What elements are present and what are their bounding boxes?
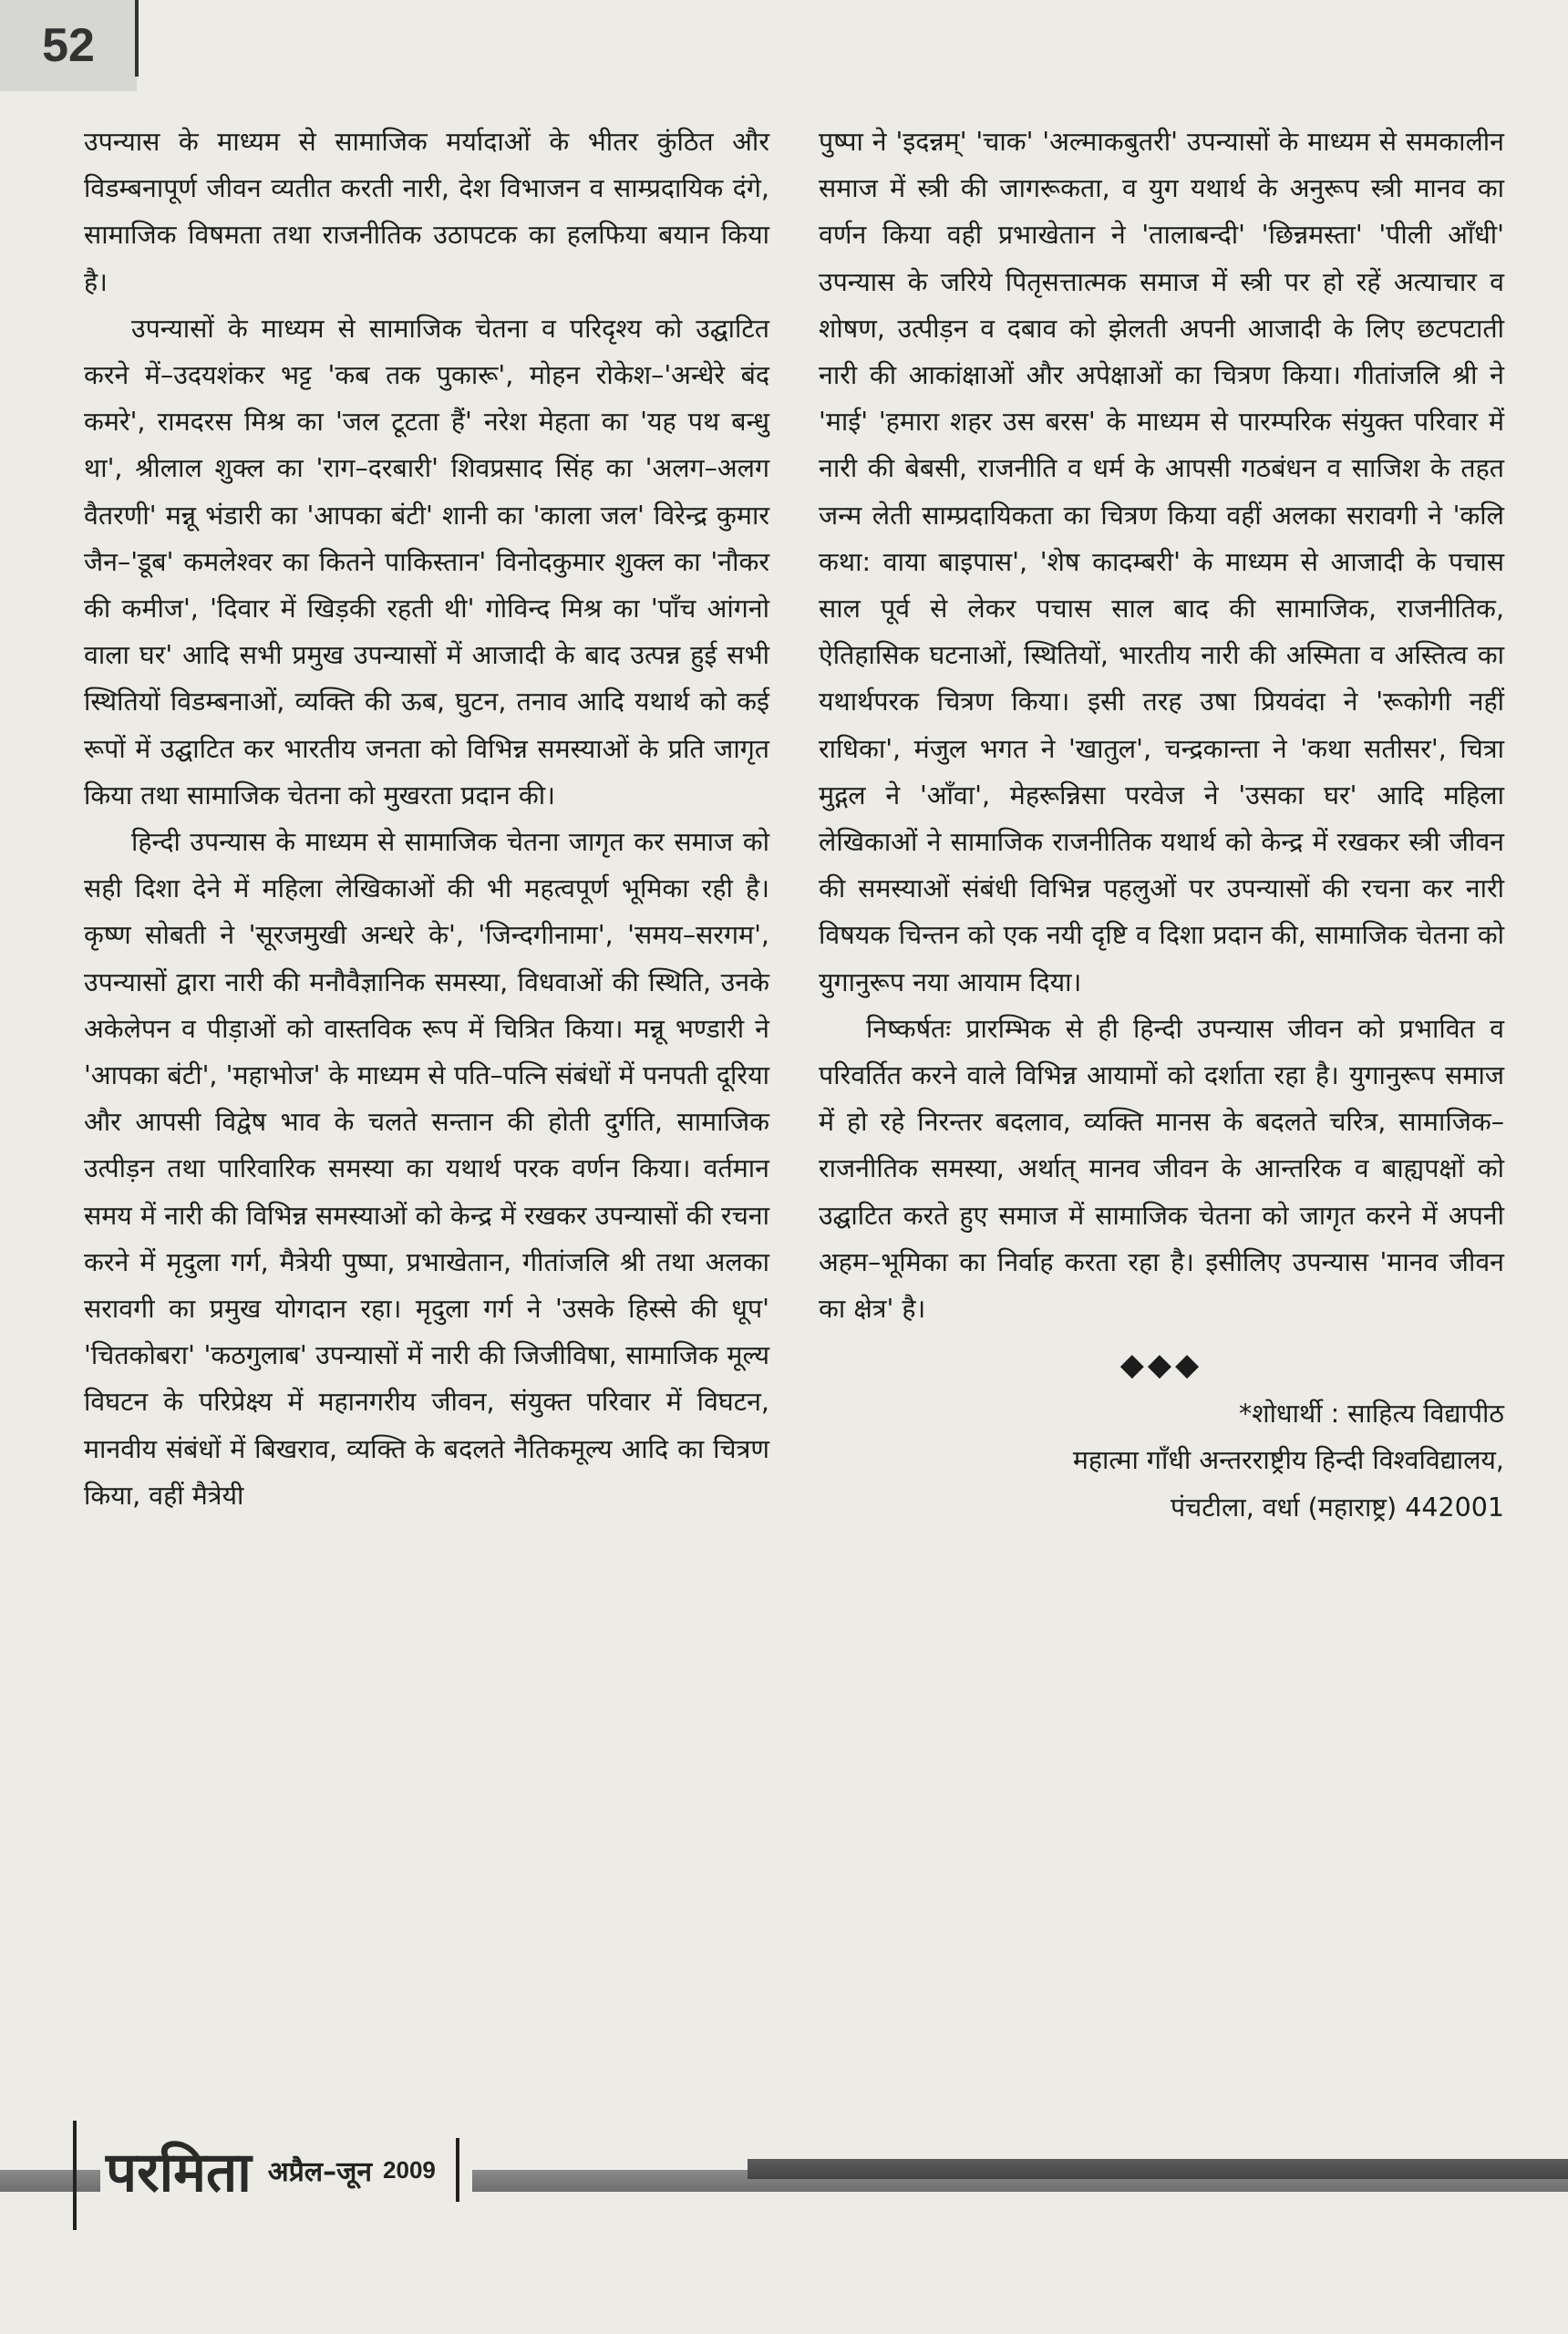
issue-year: 2009	[383, 2155, 436, 2184]
author-address: पंचटीला, वर्धा (महाराष्ट्र) 442001	[1170, 1492, 1504, 1523]
section-end-ornament	[819, 1339, 1504, 1390]
footer-bar-dark	[748, 2159, 1568, 2179]
magazine-title: परमिता	[106, 2141, 252, 2205]
left-column	[84, 119, 769, 1519]
footer-masthead	[100, 2124, 472, 2215]
paragraph: उपन्यासों के माध्यम से सामाजिक चेतना व परिदृश्य को उद्घाटित करने में–उदयशंकर भट्ट 'कब तक पुकारू', मोहन रोकेश–'अन्धेरे बंद कमरे', रामदरस मिश्र का 'जल टूटता हैं' नरेश मेहता का 'यह पथ बन्धु था', श्रीलाल शुक्ल का 'राग–दरबारी' शिवप्रसाद सिंह का 'अलग–अलग वैतरणी' मन्नू भंडारी का 'आपका बंटी' शानी का 'काला जल' विरेन्द्र कुमार जैन–'डूब' कमलेश्वर का कितने पाकिस्तान' विनोदकुमार शुक्ल का 'नौकर की कमीज', 'दिवार में खिड़की रहती थी' गोविन्द मिश्र का 'पाँच आंगनो वाला घर' आदि सभी प्रमुख उपन्यासों में आजादी के बाद उत्पन्न हुई सभी स्थितियों विडम्बनाओं, व्यक्ति की ऊब, घुटन, तनाव आदि यथार्थ को कई रूपों में उद्घाटित कर भारतीय जनता को विभिन्न समस्याओं के प्रति जागृत किया तथा सामाजिक चेतना को मुखरता प्रदान की।	[84, 313, 769, 811]
diamond-icon: ◆◆◆	[1119, 1347, 1203, 1384]
right-column	[819, 119, 1504, 1531]
issue-months: अप्रैल–जून	[267, 2155, 373, 2188]
paragraph: हिन्दी उपन्यास के माध्यम से सामाजिक चेतना जागृत कर समाज को सही दिशा देने में महिला लेखिकाओं की भी महत्वपूर्ण भूमिका रही है। कृष्ण सोबती ने 'सूरजमुखी अन्धरे के', 'जिन्दगीनामा', 'समय–सरगम', उपन्यासों द्वारा नारी की मनौवैज्ञानिक समस्या, विधवाओं की स्थिति, उनके अकेलेपन व पीड़ाओं को वास्तविक रूप में चित्रित किया। मन्नू भण्डारी ने 'आपका बंटी', 'महाभोज' के माध्यम से पति–पत्नि संबंधों में पनपती दूरिया और आपसी विद्वेष भाव के चलते सन्तान की होती दुर्गति, सामाजिक उत्पीड़न तथा पारिवारिक समस्या का यथार्थ परक वर्णन किया। वर्तमान समय में नारी की विभिन्न समस्याओं को केन्द्र में रखकर उपन्यासों की रचना करने में मृदुला गर्ग, मैत्रेयी पुष्पा, प्रभाखेतान, गीतांजलि श्री तथा अलका सरावगी का प्रमुख योगदान रहा। मृदुला गर्ग ने 'उसके हिस्से की धूप' 'चितकोबरा' 'कठगुलाब' उपन्यासों में नारी की जिजीविषा, सामाजिक मूल्य विघटन के परिप्रेक्ष्य में महानगरीय जीवन, संयुक्त परिवार में विघटन, मानवीय संबंधों में बिखराव, व्यक्ति के बदलते नैतिकमूल्य आदि का चित्रण किया, वहीं मैत्रेयी	[84, 827, 769, 1511]
author-institution: महात्मा गाँधी अन्तरराष्ट्रीय हिन्दी विश्वविद्यालय,	[1072, 1445, 1504, 1476]
page-number-divider	[135, 0, 139, 77]
paragraph: निष्कर्षतः प्रारम्भिक से ही हिन्दी उपन्यास जीवन को प्रभावित व परिवर्तित करने वाले विभिन्न आयामों को दर्शाता रहा है। युगानुरूप समाज में हो रहे निरन्तर बदलाव, व्यक्ति मानस के बदलते चरित्र, सामाजिक–राजनीतिक समस्या, अर्थात् मानव जीवन के आन्तरिक व बाह्यपक्षों को उद्घाटित करते हुए समाज में सामाजिक चेतना को जागृत करने में अपनी अहम–भूमिका का निर्वाह करता रहा है। इसीलिए उपन्यास 'मानव जीवन का क्षेत्र' है।	[819, 1013, 1504, 1325]
footer-divider	[73, 2121, 77, 2230]
paragraph: पुष्पा ने 'इदन्नम्' 'चाक' 'अल्माकबुतरी' उपन्यासों के माध्यम से समकालीन समाज में स्त्री की जागरूकता, व युग यथार्थ के अनुरूप स्त्री मानव का वर्णन किया वही प्रभाखेतान ने 'तालाबन्दी' 'छिन्नमस्ता' 'पीली आँधी' उपन्यास के जरिये पितृसत्तात्मक समाज में स्त्री पर हो रहें अत्याचार व शोषण, उत्पीड़न व दबाव को झेलती अपनी आजादी के लिए छटपटाती नारी की आकांक्षाओं और अपेक्षाओं का चित्रण किया। गीतांजलि श्री ने 'माई' 'हमारा शहर उस बरस' के माध्यम से पारम्परिक संयुक्त परिवार में नारी की बेबसी, राजनीति व धर्म के आपसी गठबंधन व साजिश के तहत जन्म लेती साम्प्रदायिकता का चित्रण किया वहीं अलका सरावगी ने 'कलि कथा: वाया बाइपास', 'शेष कादम्बरी' के माध्यम से आजादी के पचास साल पूर्व से लेकर पचास साल बाद की सामाजिक, राजनीतिक, ऐतिहासिक घटनाओं, स्थितियों, भारतीय नारी की अस्मिता व अस्तित्व का यथार्थपरक चित्रण किया। इसी तरह उषा प्रियवंदा ने 'रूकोगी नहीं राधिका', मंजुल भगत ने 'खातुल', चन्द्रकान्ता ने 'कथा सतीसर', चित्रा मुद्गल ने 'आँवा', मेहरून्निसा परवेज ने 'उसका घर' आदि महिला लेखिकाओं ने सामाजिक राजनीतिक यथार्थ को केन्द्र में रखकर स्त्री जीवन की समस्याओं संबंधी विभिन्न पहलुओं पर उपन्यासों की रचना कर नारी विषयक चिन्तन को एक नयी दृष्टि व दिशा प्रदान की, सामाजिक चेतना को युगानुरूप नया आयाम दिया।	[819, 127, 1504, 997]
paragraph: उपन्यास के माध्यम से सामाजिक मर्यादाओं के भीतर कुंठित और विडम्बनापूर्ण जीवन व्यतीत करती नारी, देश विभाजन व साम्प्रदायिक दंगे, सामाजिक विषमता तथा राजनीतिक उठापटक का हलफिया बयान किया है।	[84, 127, 769, 297]
author-role: *शोधार्थी : साहित्य विद्यापीठ	[1239, 1399, 1504, 1430]
page-number: 52	[0, 0, 137, 91]
footer-divider	[456, 2138, 459, 2202]
